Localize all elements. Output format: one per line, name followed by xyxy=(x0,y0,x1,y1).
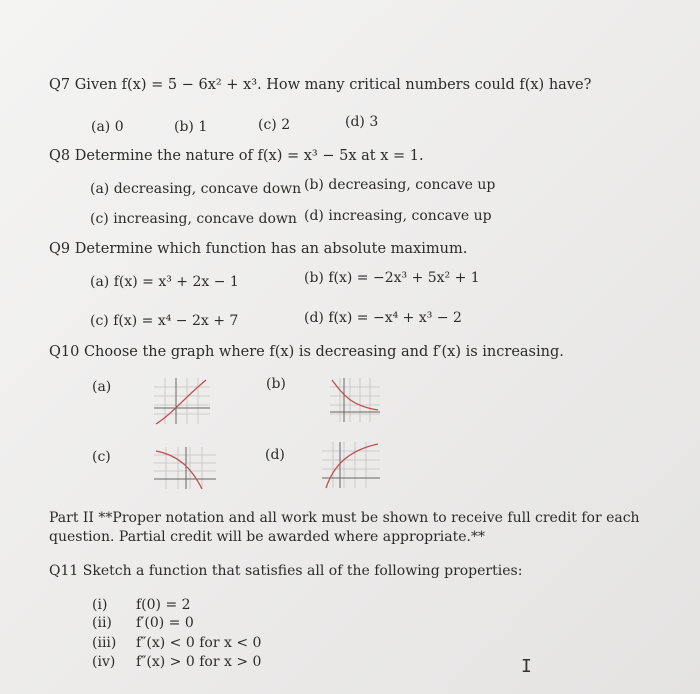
part2-line2: question. Partial credit will be awarded where appropriate.** xyxy=(49,529,485,545)
q7-option-a: (a) 0 xyxy=(91,119,124,135)
q10-option-d: (d) xyxy=(265,447,285,463)
q8-option-a: (a) decreasing, concave down xyxy=(90,181,302,197)
q9-question: Q9 Determine which function has an absolute maximum. xyxy=(49,241,468,257)
part2-line1: Part II **Proper notation and all work must be shown to receive full credit for each xyxy=(49,510,640,526)
q11-item-num: (i) xyxy=(92,597,108,613)
q10-graph-a xyxy=(154,378,210,424)
q11-item-text: f″(x) > 0 for x > 0 xyxy=(136,654,262,670)
q8-option-c: (c) increasing, concave down xyxy=(90,211,297,227)
q11-item-text: f′(0) = 0 xyxy=(136,615,194,631)
q7-question: Q7 Given f(x) = 5 − 6x² + x³. How many critical numbers could f(x) have? xyxy=(49,77,592,93)
text-cursor-icon: I xyxy=(521,656,532,677)
q9-option-a: (a) f(x) = x³ + 2x − 1 xyxy=(90,274,239,290)
q7-option-b: (b) 1 xyxy=(174,119,208,135)
q11-item-text: f(0) = 2 xyxy=(136,597,191,613)
q10-question: Q10 Choose the graph where f(x) is decreasing and f′(x) is increasing. xyxy=(49,344,564,360)
q8-question: Q8 Determine the nature of f(x) = x³ − 5x at x = 1. xyxy=(49,148,424,164)
q9-option-c: (c) f(x) = x⁴ − 2x + 7 xyxy=(90,313,239,329)
q11-item-num: (ii) xyxy=(92,615,112,631)
q10-graph-c xyxy=(154,447,216,489)
q8-option-b: (b) decreasing, concave up xyxy=(304,177,496,193)
q9-option-b: (b) f(x) = −2x³ + 5x² + 1 xyxy=(304,270,480,286)
q11-item-num: (iii) xyxy=(92,635,117,651)
q10-option-a: (a) xyxy=(92,379,112,395)
q11-item-text: f″(x) < 0 for x < 0 xyxy=(136,635,262,651)
q10-option-b: (b) xyxy=(266,376,286,392)
q11-item-num: (iv) xyxy=(92,654,116,670)
q10-graph-b xyxy=(330,378,380,422)
q10-graph-d xyxy=(322,442,380,488)
q8-option-d: (d) increasing, concave up xyxy=(304,208,492,224)
q10-option-c: (c) xyxy=(92,449,111,465)
q11-question: Q11 Sketch a function that satisfies all of the following properties: xyxy=(49,563,523,579)
q7-option-c: (c) 2 xyxy=(258,117,291,133)
q7-option-d: (d) 3 xyxy=(345,114,379,130)
q9-option-d: (d) f(x) = −x⁴ + x³ − 2 xyxy=(304,310,462,326)
